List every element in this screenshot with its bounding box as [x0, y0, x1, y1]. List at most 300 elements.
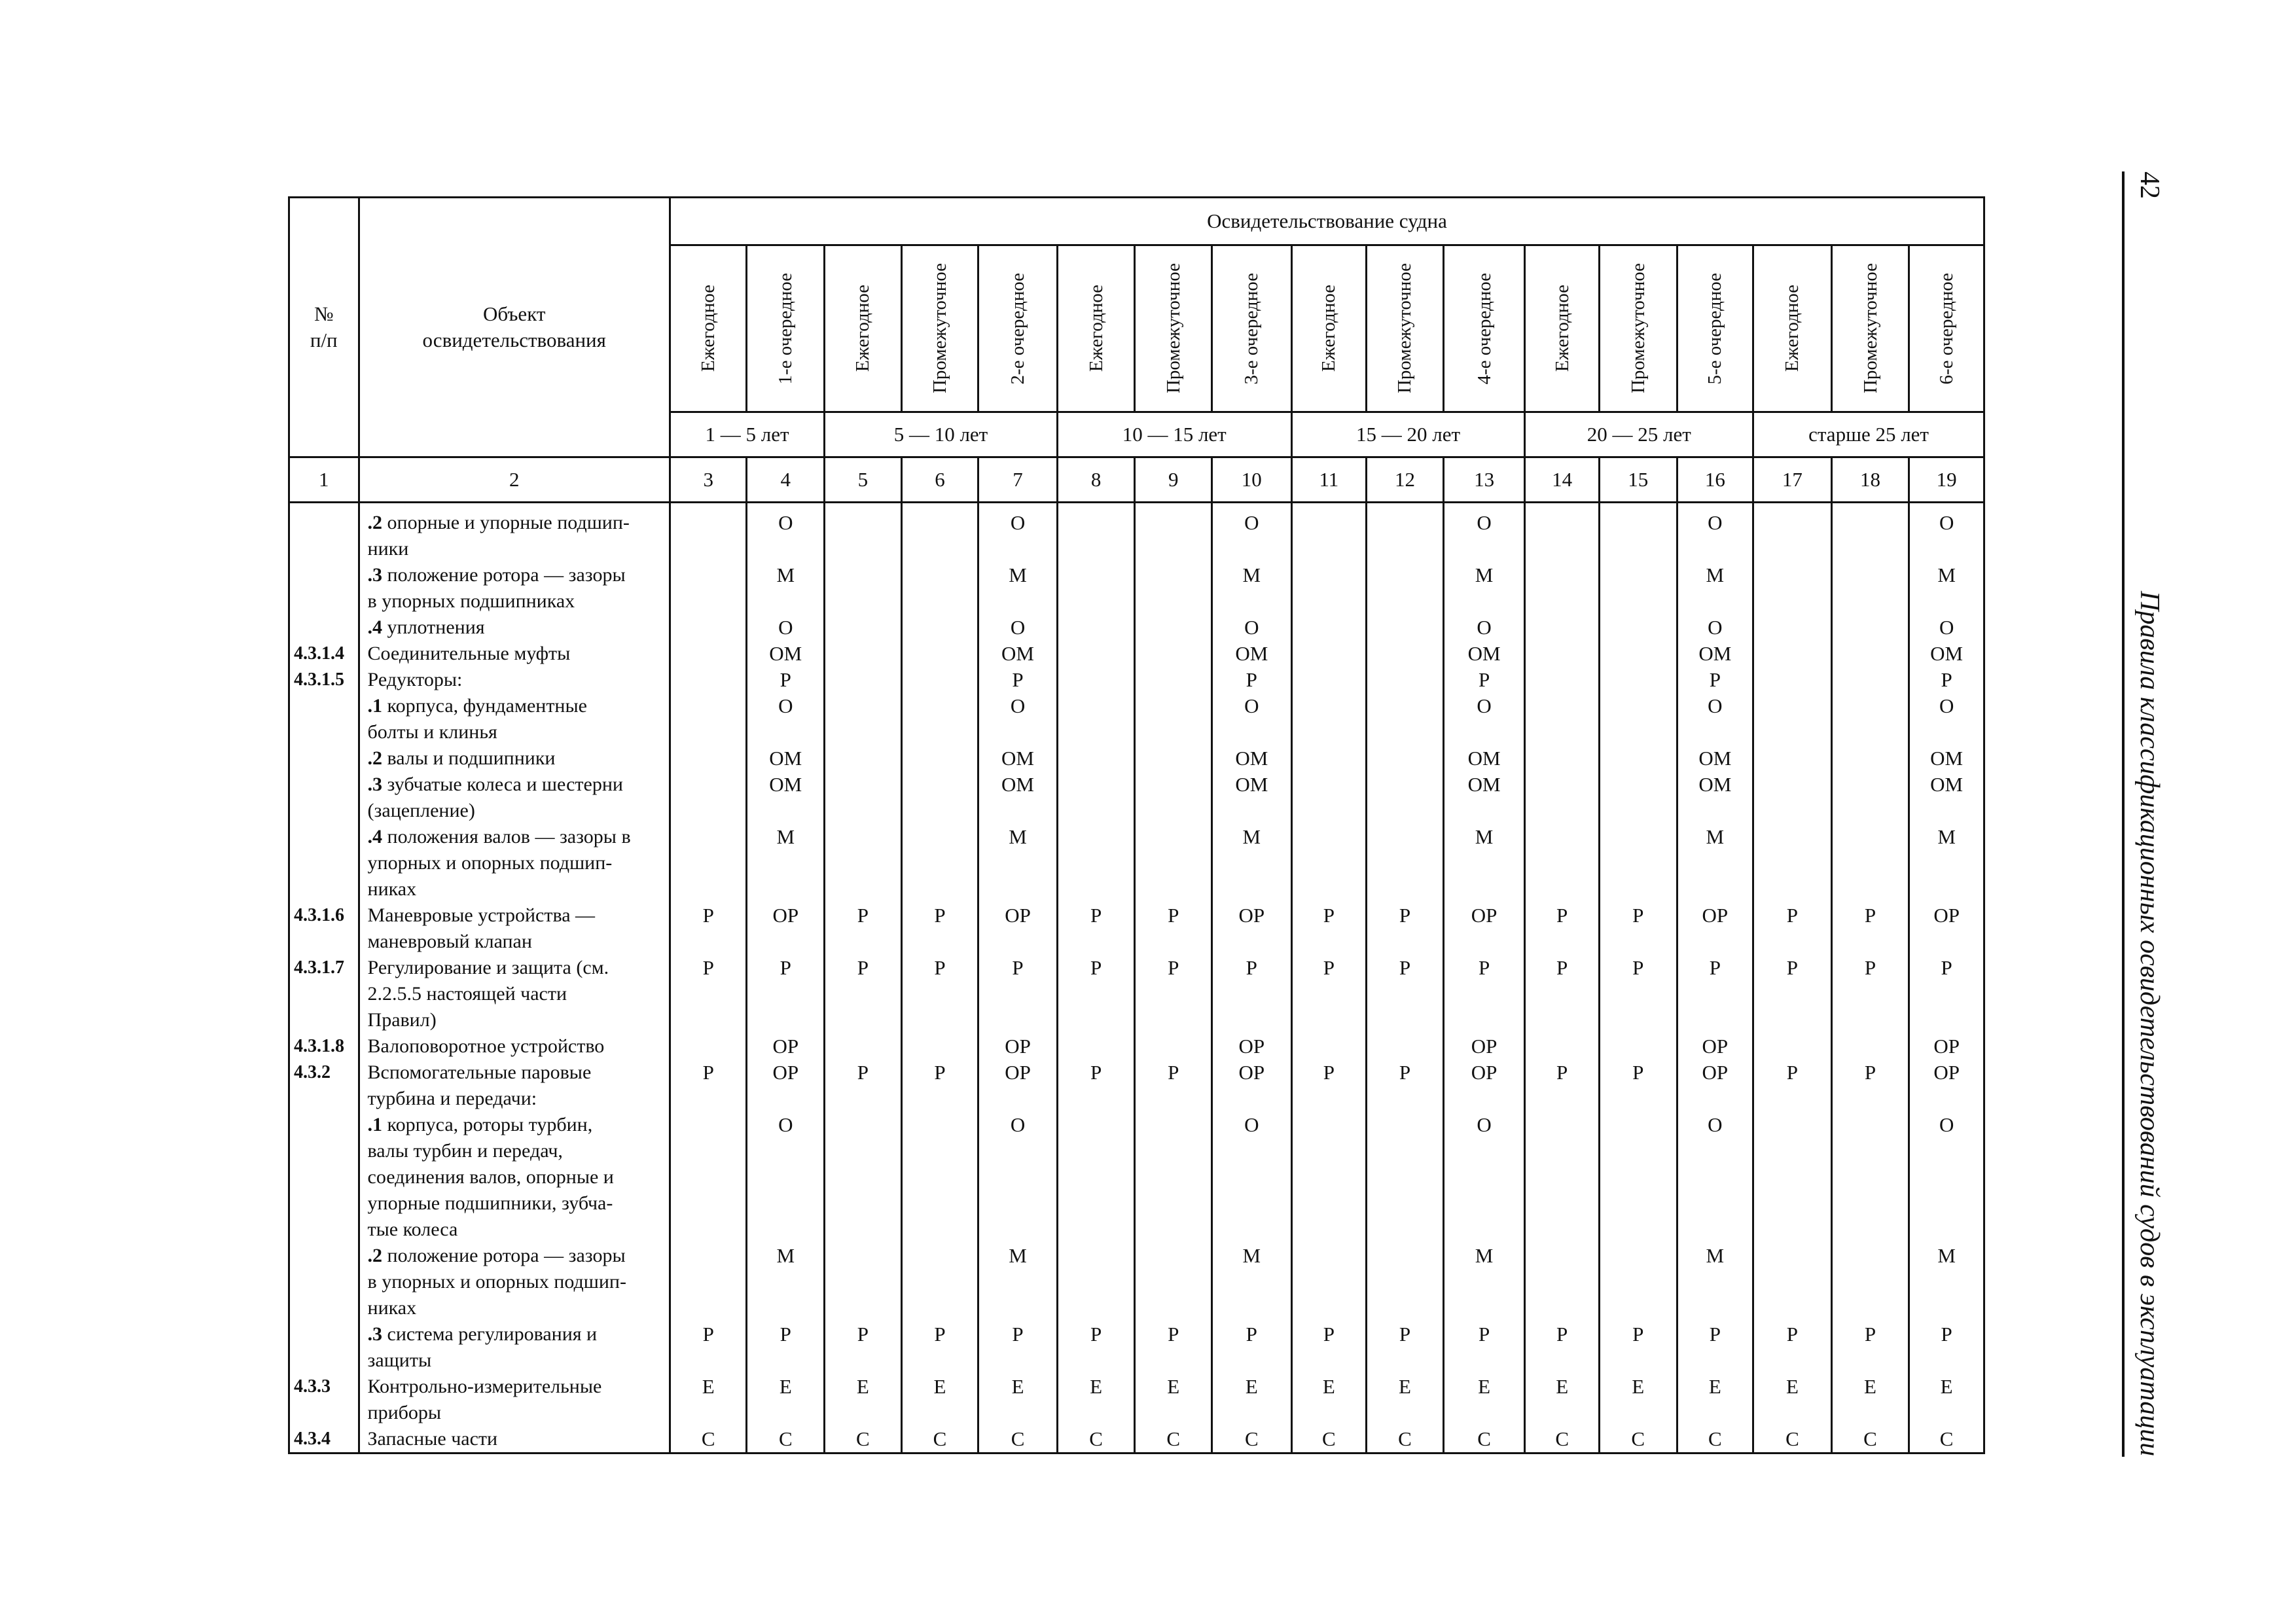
- survey-mark: [903, 981, 978, 1007]
- item-text-content: защиты: [367, 1349, 432, 1371]
- item-text-content: корпуса, фундаментные: [382, 695, 587, 717]
- survey-mark: [1910, 536, 1983, 562]
- column-number: 2: [359, 457, 670, 503]
- survey-mark: [903, 876, 978, 902]
- survey-mark: С: [1089, 1427, 1103, 1450]
- survey-mark: Е: [1785, 1375, 1799, 1398]
- survey-mark: [1600, 693, 1676, 719]
- item-text-content: 2.2.5.5 настоящей части: [367, 983, 567, 1005]
- survey-mark: [1444, 1269, 1524, 1295]
- header-kind-wrap: [1058, 246, 1134, 411]
- survey-mark: [1526, 615, 1598, 641]
- item-text: [360, 1190, 669, 1217]
- survey-mark: [1136, 1243, 1211, 1269]
- survey-mark: [1367, 929, 1443, 955]
- header-kind: [1291, 245, 1367, 412]
- survey-mark: Р: [934, 1323, 946, 1346]
- survey-mark: [825, 1138, 901, 1164]
- survey-mark: [1754, 798, 1831, 824]
- header-num: № п/п: [289, 198, 359, 457]
- survey-mark: [1136, 1400, 1211, 1426]
- item-number: [290, 536, 358, 562]
- survey-mark: [671, 510, 746, 536]
- survey-mark: [1444, 1400, 1524, 1426]
- survey-mark: [1136, 510, 1211, 536]
- survey-mark: [1754, 615, 1831, 641]
- column-number: 7: [978, 457, 1058, 503]
- survey-mark: Р: [1941, 668, 1952, 691]
- survey-mark: [1293, 667, 1366, 693]
- survey-mark: [903, 667, 978, 693]
- survey-mark: [825, 929, 901, 955]
- header-kind: [747, 245, 825, 412]
- survey-mark: [1526, 588, 1598, 615]
- item-number: [290, 1269, 358, 1295]
- survey-mark: [979, 1190, 1056, 1217]
- survey-mark: [1910, 929, 1983, 955]
- survey-mark: [825, 850, 901, 876]
- survey-mark: [671, 824, 746, 850]
- survey-mark: О: [1010, 511, 1026, 534]
- survey-mark: [903, 1138, 978, 1164]
- column-number: 5: [825, 457, 902, 503]
- header-period: 15 — 20 лет: [1291, 412, 1525, 457]
- survey-mark: [1367, 536, 1443, 562]
- survey-mark: ОМ: [769, 642, 802, 665]
- item-text-content: зубчатые колеса и шестерни: [382, 774, 623, 795]
- survey-mark: [1213, 876, 1291, 902]
- item-number: [290, 745, 358, 772]
- survey-mark: [1910, 1269, 1983, 1295]
- survey-mark: [1136, 562, 1211, 588]
- survey-mark: [1058, 588, 1134, 615]
- survey-mark: [1526, 693, 1598, 719]
- item-text: [360, 1400, 669, 1426]
- survey-mark: Р: [1246, 1323, 1257, 1346]
- header-kind-label: 5-е очередное: [1704, 272, 1726, 385]
- survey-mark: О: [1939, 1113, 1954, 1136]
- survey-mark: [903, 1033, 978, 1060]
- survey-mark: [1678, 1295, 1753, 1321]
- survey-mark: [903, 641, 978, 667]
- item-text: [360, 1295, 669, 1321]
- survey-mark: [1833, 1400, 1909, 1426]
- survey-mark: С: [1011, 1427, 1025, 1450]
- survey-mark: [1367, 719, 1443, 745]
- body-mark-column: [1525, 503, 1600, 1454]
- item-text: [360, 1112, 669, 1138]
- survey-mark: О: [778, 694, 793, 717]
- item-number: [290, 719, 358, 745]
- item-text-content: в упорных и опорных подшип-: [367, 1271, 626, 1293]
- survey-mark: [1293, 1295, 1366, 1321]
- survey-mark: О: [1939, 694, 1954, 717]
- survey-mark: [1833, 615, 1909, 641]
- survey-mark: [1367, 667, 1443, 693]
- column-number: 9: [1135, 457, 1212, 503]
- header-row-main: [289, 198, 1984, 245]
- survey-mark: [1833, 1190, 1909, 1217]
- survey-mark: [1293, 798, 1366, 824]
- survey-mark: [979, 1217, 1056, 1243]
- survey-mark: [1678, 1269, 1753, 1295]
- survey-mark: [1910, 1007, 1983, 1033]
- item-subnumber: .1: [367, 1114, 383, 1135]
- body-mark-column: [1599, 503, 1677, 1454]
- survey-mark: [1526, 824, 1598, 850]
- survey-mark: Р: [1478, 1323, 1490, 1346]
- survey-mark: [747, 1217, 823, 1243]
- survey-mark: [747, 1007, 823, 1033]
- survey-mark: Р: [1323, 1323, 1335, 1346]
- survey-mark: [903, 1217, 978, 1243]
- survey-mark: [903, 1112, 978, 1138]
- survey-mark: [747, 1190, 823, 1217]
- survey-mark: ОР: [1238, 904, 1265, 927]
- survey-mark: [671, 693, 746, 719]
- survey-mark: [1058, 981, 1134, 1007]
- survey-mark: [903, 1400, 978, 1426]
- mark-stack: [1600, 503, 1676, 1452]
- survey-mark: [1600, 1217, 1676, 1243]
- survey-mark: Р: [1246, 668, 1257, 691]
- survey-mark: [1136, 1190, 1211, 1217]
- survey-mark: [1754, 981, 1831, 1007]
- survey-mark: [903, 1164, 978, 1190]
- column-number: 11: [1291, 457, 1367, 503]
- item-text: [360, 615, 669, 641]
- survey-mark: [1136, 641, 1211, 667]
- item-text: [360, 1217, 669, 1243]
- survey-mark: [1526, 981, 1598, 1007]
- survey-mark: [903, 1243, 978, 1269]
- survey-mark: [671, 1138, 746, 1164]
- survey-mark: [671, 588, 746, 615]
- survey-mark: [825, 510, 901, 536]
- survey-mark: [1754, 667, 1831, 693]
- survey-mark: [1058, 850, 1134, 876]
- survey-mark: [1678, 1217, 1753, 1243]
- survey-mark: [1136, 1007, 1211, 1033]
- survey-mark: Е: [1940, 1375, 1953, 1398]
- survey-mark: [1293, 1007, 1366, 1033]
- survey-mark: [979, 1269, 1056, 1295]
- survey-mark: ОР: [1005, 1061, 1031, 1084]
- survey-mark: Р: [1864, 904, 1876, 927]
- survey-mark: [1058, 719, 1134, 745]
- survey-mark: [1526, 1269, 1598, 1295]
- survey-mark: [1213, 1400, 1291, 1426]
- survey-mark: [1754, 772, 1831, 798]
- survey-mark: [1367, 1217, 1443, 1243]
- survey-mark: Р: [1168, 904, 1179, 927]
- survey-mark: [1058, 1007, 1134, 1033]
- survey-mark: М: [1706, 1244, 1725, 1267]
- survey-mark: Р: [1478, 668, 1490, 691]
- survey-mark: [825, 745, 901, 772]
- survey-mark: [747, 1086, 823, 1112]
- survey-mark: [1600, 772, 1676, 798]
- column-number: 15: [1599, 457, 1677, 503]
- survey-mark: Е: [1090, 1375, 1103, 1398]
- header-kind-label: 3-е очередное: [1241, 272, 1263, 385]
- survey-mark: [1678, 1164, 1753, 1190]
- header-kind-wrap: [1526, 246, 1598, 411]
- item-text: [360, 562, 669, 588]
- survey-mark: Р: [1864, 1061, 1876, 1084]
- survey-mark: О: [1708, 511, 1723, 534]
- survey-mark: [1600, 981, 1676, 1007]
- survey-mark: [825, 1164, 901, 1190]
- survey-mark: [903, 615, 978, 641]
- item-number: [290, 1321, 358, 1347]
- item-text: [360, 1321, 669, 1347]
- survey-mark: [1754, 1243, 1831, 1269]
- survey-mark: [1526, 510, 1598, 536]
- survey-mark: [671, 981, 746, 1007]
- survey-mark: [1600, 1033, 1676, 1060]
- item-text: [360, 955, 669, 981]
- survey-mark: Р: [1556, 1061, 1568, 1084]
- survey-mark: [1367, 824, 1443, 850]
- survey-mark: [1526, 1138, 1598, 1164]
- survey-mark: [671, 798, 746, 824]
- survey-mark: [671, 562, 746, 588]
- item-text: [360, 772, 669, 798]
- survey-mark: ОМ: [1235, 747, 1268, 770]
- item-number: [290, 1190, 358, 1217]
- survey-mark: [1293, 615, 1366, 641]
- item-text-content: система регулирования и: [382, 1323, 598, 1345]
- survey-mark: [1136, 1269, 1211, 1295]
- survey-mark: О: [1939, 616, 1954, 639]
- survey-mark: С: [1555, 1427, 1569, 1450]
- item-text-content: упорных и опорных подшип-: [367, 852, 613, 874]
- survey-mark: [1833, 1347, 1909, 1374]
- header-kind-label: 6-е очередное: [1936, 272, 1958, 385]
- survey-mark: [903, 719, 978, 745]
- survey-mark: С: [1477, 1427, 1491, 1450]
- survey-mark: [1754, 641, 1831, 667]
- survey-mark: Р: [1709, 956, 1721, 979]
- survey-mark: С: [933, 1427, 947, 1450]
- survey-mark: [747, 588, 823, 615]
- item-number: [290, 1007, 358, 1033]
- survey-mark: [825, 719, 901, 745]
- survey-mark: [1444, 536, 1524, 562]
- mark-stack: [979, 503, 1056, 1452]
- survey-mark: Е: [1632, 1375, 1645, 1398]
- survey-mark: [671, 929, 746, 955]
- survey-mark: [1910, 1138, 1983, 1164]
- survey-mark: [1833, 745, 1909, 772]
- survey-mark: [1444, 1007, 1524, 1033]
- survey-mark: [1526, 850, 1598, 876]
- survey-mark: [1058, 641, 1134, 667]
- header-object: Объект освидетельствования: [359, 198, 670, 457]
- survey-mark: [1833, 562, 1909, 588]
- survey-mark: [671, 1007, 746, 1033]
- survey-mark: [671, 1086, 746, 1112]
- header-kind-label: Ежегодное: [852, 285, 874, 372]
- header-kind: [825, 245, 902, 412]
- survey-mark: [1293, 876, 1366, 902]
- survey-mark: [1910, 798, 1983, 824]
- survey-mark: [1213, 981, 1291, 1007]
- header-kind-wrap: [1367, 246, 1443, 411]
- survey-mark: [1678, 1400, 1753, 1426]
- survey-mark: Р: [1168, 956, 1179, 979]
- survey-mark: ОМ: [1001, 642, 1034, 665]
- survey-mark: Р: [1632, 1323, 1644, 1346]
- survey-mark: М: [1937, 825, 1956, 848]
- survey-mark: [903, 510, 978, 536]
- survey-mark: [1058, 929, 1134, 955]
- header-kind-label: Ежегодное: [1782, 285, 1803, 372]
- survey-mark: ОМ: [1001, 747, 1034, 770]
- body-mark-column: [1677, 503, 1753, 1454]
- body-row: [289, 503, 1984, 1454]
- survey-mark: [1058, 1138, 1134, 1164]
- survey-mark: [903, 562, 978, 588]
- header-kind: [1831, 245, 1909, 412]
- survey-mark: [1678, 876, 1753, 902]
- survey-mark: Е: [933, 1375, 946, 1398]
- survey-mark: С: [1863, 1427, 1877, 1450]
- running-title: Правила классификационных освидетельствований судов в эксплуатации: [2134, 590, 2164, 1457]
- survey-mark: [671, 641, 746, 667]
- survey-mark: [825, 1190, 901, 1217]
- body-mark-column: [1831, 503, 1909, 1454]
- survey-mark: [1833, 1007, 1909, 1033]
- column-number: 19: [1909, 457, 1984, 503]
- survey-mark: [1367, 615, 1443, 641]
- item-text-content: Контрольно-измерительные: [367, 1376, 602, 1397]
- survey-mark: [1526, 1190, 1598, 1217]
- survey-mark: ОР: [1933, 904, 1960, 927]
- survey-mark: [1058, 1164, 1134, 1190]
- survey-mark: Р: [702, 1323, 714, 1346]
- survey-mark: Р: [1786, 904, 1799, 927]
- survey-mark: [1367, 1295, 1443, 1321]
- survey-mark: М: [776, 825, 795, 848]
- survey-mark: [825, 1400, 901, 1426]
- header-kind: [1057, 245, 1135, 412]
- item-text-content: валы и подшипники: [382, 747, 556, 769]
- header-kind: [978, 245, 1058, 412]
- survey-mark: О: [778, 511, 793, 534]
- survey-mark: [1526, 536, 1598, 562]
- survey-mark: ОМ: [1698, 642, 1732, 665]
- survey-mark: М: [1009, 1244, 1027, 1267]
- survey-mark: [1600, 536, 1676, 562]
- item-text: [360, 1243, 669, 1269]
- survey-mark: [1058, 1217, 1134, 1243]
- mark-stack: [1213, 503, 1291, 1452]
- survey-mark: [1600, 1138, 1676, 1164]
- survey-mark: [1754, 1217, 1831, 1243]
- survey-mark: О: [1708, 694, 1723, 717]
- survey-mark: [1136, 1217, 1211, 1243]
- survey-mark: ОМ: [1235, 642, 1268, 665]
- survey-mark: Р: [934, 904, 946, 927]
- item-number: [290, 615, 358, 641]
- survey-mark: О: [1477, 694, 1492, 717]
- survey-mark: [1058, 1243, 1134, 1269]
- survey-mark: Р: [1556, 1323, 1568, 1346]
- survey-mark: [1367, 510, 1443, 536]
- survey-mark: С: [701, 1427, 715, 1450]
- survey-mark: Р: [1399, 956, 1411, 979]
- survey-mark: ОР: [1702, 904, 1729, 927]
- survey-mark: [1526, 641, 1598, 667]
- item-number: 4.3.4: [294, 1429, 331, 1449]
- survey-mark: [1526, 772, 1598, 798]
- survey-mark: [903, 1086, 978, 1112]
- survey-mark: О: [1477, 1113, 1492, 1136]
- item-number: [290, 1138, 358, 1164]
- header-kind-label: Промежуточное: [1859, 263, 1881, 394]
- survey-mark: [1058, 536, 1134, 562]
- survey-mark: [1910, 1190, 1983, 1217]
- survey-mark: [1526, 876, 1598, 902]
- survey-mark: [1058, 693, 1134, 719]
- item-text-content: Запасные части: [367, 1428, 498, 1450]
- survey-mark: [1213, 1007, 1291, 1033]
- survey-mark: [1058, 876, 1134, 902]
- survey-mark: [1600, 824, 1676, 850]
- item-text: [360, 929, 669, 955]
- survey-mark: [1213, 536, 1291, 562]
- item-text: [360, 981, 669, 1007]
- body-mark-column: [825, 503, 902, 1454]
- item-number: [290, 1112, 358, 1138]
- survey-mark: [979, 1347, 1056, 1374]
- survey-mark: [903, 745, 978, 772]
- survey-mark: [979, 1086, 1056, 1112]
- survey-mark: [1367, 1033, 1443, 1060]
- survey-mark: [1678, 1007, 1753, 1033]
- survey-mark: [747, 1295, 823, 1321]
- mark-stack: [1293, 503, 1366, 1452]
- survey-mark: [1754, 1295, 1831, 1321]
- survey-mark: ОР: [1702, 1061, 1729, 1084]
- survey-mark: [1754, 588, 1831, 615]
- column-number: 10: [1212, 457, 1292, 503]
- survey-mark: ОР: [1471, 1035, 1498, 1058]
- survey-mark: [979, 1007, 1056, 1033]
- survey-mark: [1600, 1086, 1676, 1112]
- header-kind-label: 4-е очередное: [1473, 272, 1495, 385]
- survey-mark: [1058, 798, 1134, 824]
- survey-mark: [1678, 1190, 1753, 1217]
- survey-mark: [1213, 719, 1291, 745]
- survey-mark: Р: [1012, 668, 1024, 691]
- survey-mark: [1136, 667, 1211, 693]
- survey-mark: [1600, 1243, 1676, 1269]
- survey-mark: О: [1244, 616, 1259, 639]
- item-number: [290, 510, 358, 536]
- survey-mark: [979, 798, 1056, 824]
- survey-mark: [1293, 719, 1366, 745]
- survey-mark: [1678, 850, 1753, 876]
- survey-mark: [1293, 1190, 1366, 1217]
- column-number: 1: [289, 457, 359, 503]
- survey-mark: ОР: [1933, 1035, 1960, 1058]
- mark-stack: [747, 503, 823, 1452]
- survey-mark: [825, 641, 901, 667]
- item-number: [290, 981, 358, 1007]
